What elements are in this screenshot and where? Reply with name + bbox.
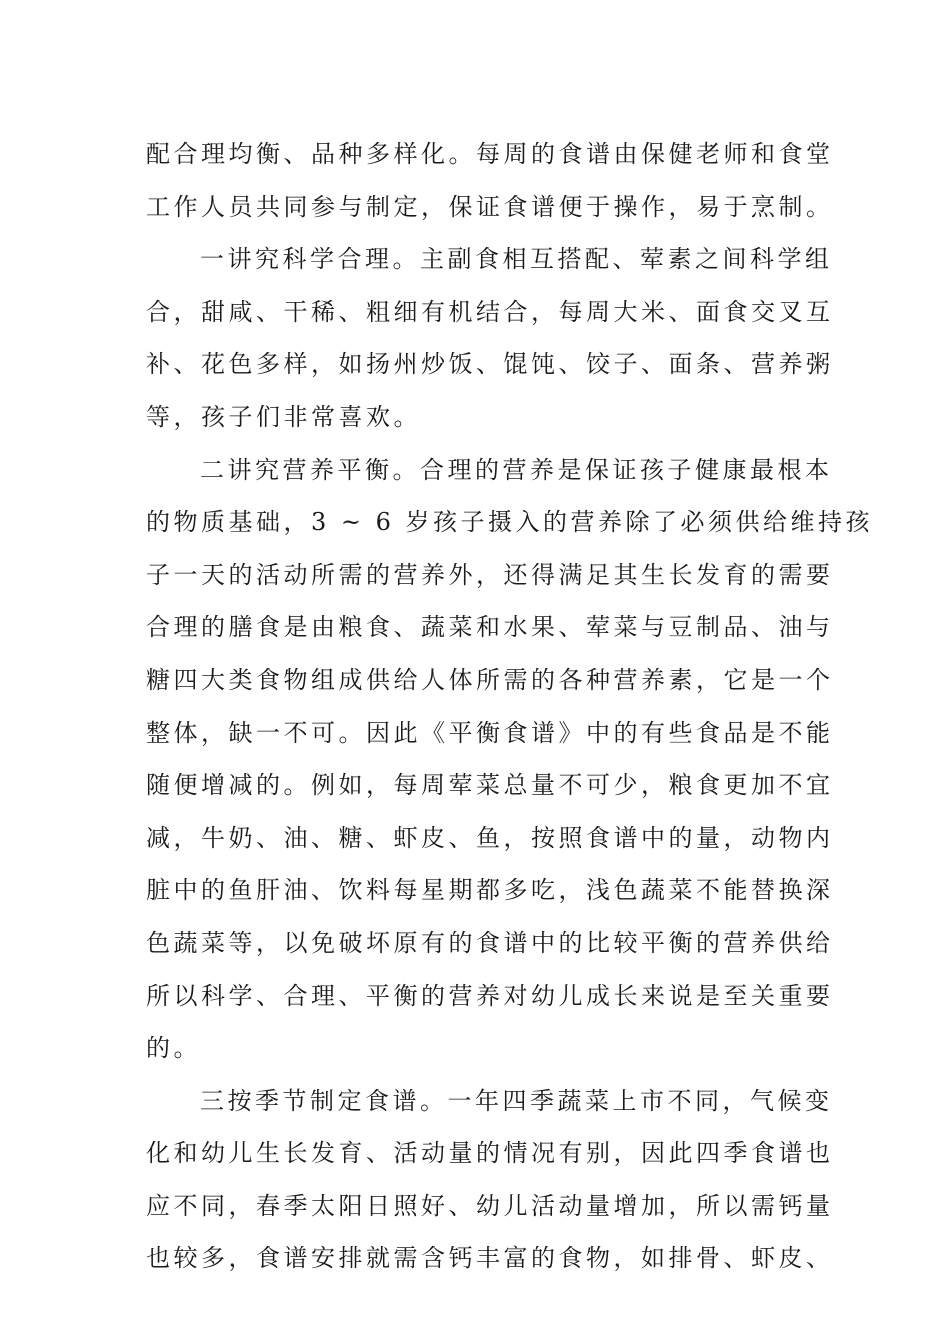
text-line: 三按季节制定食谱。一年四季蔬菜上市不同，气候变 [200, 1086, 833, 1115]
text-line: 随便增减的。例如，每周荤菜总量不可少，粮食更加不宜 [146, 771, 834, 800]
paragraph [146, 233, 834, 443]
text-line: 补、花色多样，如扬州炒饭、馄饨、饺子、面条、营养粥 [146, 350, 834, 379]
text-line: 合，甜咸、干稀、粗细有机结合，每周大米、面食交叉互 [146, 297, 834, 326]
text-line: 合理的膳食是由粮食、蔬菜和水果、荤菜与豆制品、油与 [146, 613, 834, 642]
text-line: 子一天的活动所需的营养外，还得满足其生长发育的需要 [146, 560, 834, 589]
text-line: 脏中的鱼肝油、饮料每星期都多吃，浅色蔬菜不能替换深 [146, 876, 834, 905]
text-line: 整体，缺一不可。因此《平衡食谱》中的有些食品是不能 [146, 718, 834, 747]
text-line: 的。 [146, 1034, 201, 1063]
paragraph [146, 1075, 834, 1285]
paragraph [146, 444, 874, 1075]
text-line: 配合理均衡、品种多样化。每周的食谱由保健老师和食堂 [146, 140, 834, 168]
text-line: 等，孩子们非常喜欢。 [146, 402, 421, 431]
text-line: 也较多，食谱安排就需含钙丰富的食物，如排骨、虾皮、 [146, 1244, 834, 1273]
paragraph [146, 128, 834, 233]
text-line: 减，牛奶、油、糖、虾皮、鱼，按照食谱中的量，动物内 [146, 823, 834, 852]
text-line: 的物质基础，3 ~ 6 岁孩子摄入的营养除了必须供给维持孩 [146, 508, 874, 537]
text-line: 化和幼儿生长发育、活动量的情况有别，因此四季食谱也 [146, 1139, 834, 1168]
text-line: 工作人员共同参与制定，保证食谱便于操作，易于烹制。 [146, 192, 834, 221]
text-line: 色蔬菜等，以免破坏原有的食谱中的比较平衡的营养供给 [146, 928, 834, 957]
text-line: 一讲究科学合理。主副食相互搭配、荤素之间科学组 [200, 245, 833, 274]
text-line: 糖四大类食物组成供给人体所需的各种营养素，它是一个 [146, 665, 834, 694]
document-body [146, 128, 874, 1285]
text-line: 二讲究营养平衡。合理的营养是保证孩子健康最根本 [200, 455, 833, 484]
text-line: 应不同，春季太阳日照好、幼儿活动量增加，所以需钙量 [146, 1191, 834, 1220]
text-line: 所以科学、合理、平衡的营养对幼儿成长来说是至关重要 [146, 981, 834, 1010]
